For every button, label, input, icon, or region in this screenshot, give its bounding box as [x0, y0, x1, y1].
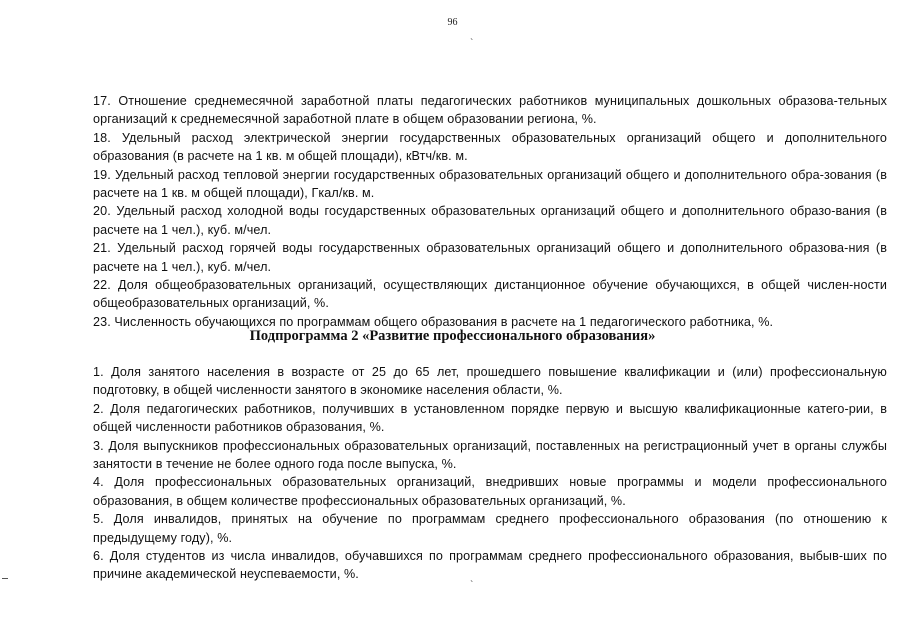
list-item: 6. Доля студентов из числа инвалидов, обучавшихся по программам среднего профессионального образования, выбыв-ших по причине академической неуспеваемости, %.: [93, 549, 887, 582]
page-number: 96: [447, 17, 458, 28]
list-item: 4. Доля профессиональных образовательных организаций, внедривших новые программы и модели профессионального образования, в общем количестве профессиональных образовательных организаций, %.: [93, 475, 887, 508]
list-item: 23. Численность обучающихся по программам общего образования в расчете на 1 педагогического работника, %.: [93, 314, 774, 329]
scan-edge-mark: [2, 578, 8, 579]
list-item: 18. Удельный расход электрической энергии государственных образовательных организаций общего и дополнительного образования (в расчете на 1 кв. м общей площади), кВтч/кв. м.: [93, 130, 887, 164]
indicator-list-subprogram-2: [93, 363, 887, 584]
list-item: 5. Доля инвалидов, принятых на обучение по программам среднего профессионального образования (по отношению к предыдущему году), %.: [93, 512, 887, 545]
list-item: 17. Отношение среднемесячной заработной платы педагогических работников муниципальных дошкольных образова-тельных организаций к среднемесячной заработной плате в общем образовании региона, %.: [93, 94, 887, 127]
scan-mark: `: [470, 38, 474, 49]
list-item: 20. Удельный расход холодной воды государственных образовательных организаций общего и дополнительного образо-вания (в расчете на 1 чел.), куб. м/чел.: [93, 204, 887, 237]
list-item: 22. Доля общеобразовательных организаций, осуществляющих дистанционное обучение обучающихся, в общей числен-ности общеобразовательных организаций, %.: [93, 278, 887, 311]
indicator-list-subprogram-1: [93, 92, 887, 331]
list-item: 21. Удельный расход горячей воды государственных образовательных организаций общего и дополнительного образова-ния (в расчете на 1 чел.), куб. м/чел.: [93, 241, 887, 274]
scan-mark: `: [470, 580, 474, 591]
subprogram-2-heading: Подпрограмма 2 «Развитие профессионального образования»: [249, 328, 656, 344]
list-item: 2. Доля педагогических работников, получивших в установленном порядке первую и высшую квалификационные катего-рии, в общей численности работников образования, %.: [93, 401, 887, 435]
list-item: 19. Удельный расход тепловой энергии государственных образовательных организаций общего и дополнительного обра-зования (в расчете на 1 кв. м общей площади), Гкал/кв. м.: [93, 167, 887, 201]
list-item: 3. Доля выпускников профессиональных образовательных организаций, поставленных на регистрационный учет в органы службы занятости в течение не более одного года после выпуска, %.: [93, 438, 887, 472]
list-item: 1. Доля занятого населения в возрасте от 25 до 65 лет, прошедшего повышение квалификации и (или) профессиональную подготовку, в общей численности занятого в экономике населения области, %.: [93, 365, 887, 398]
